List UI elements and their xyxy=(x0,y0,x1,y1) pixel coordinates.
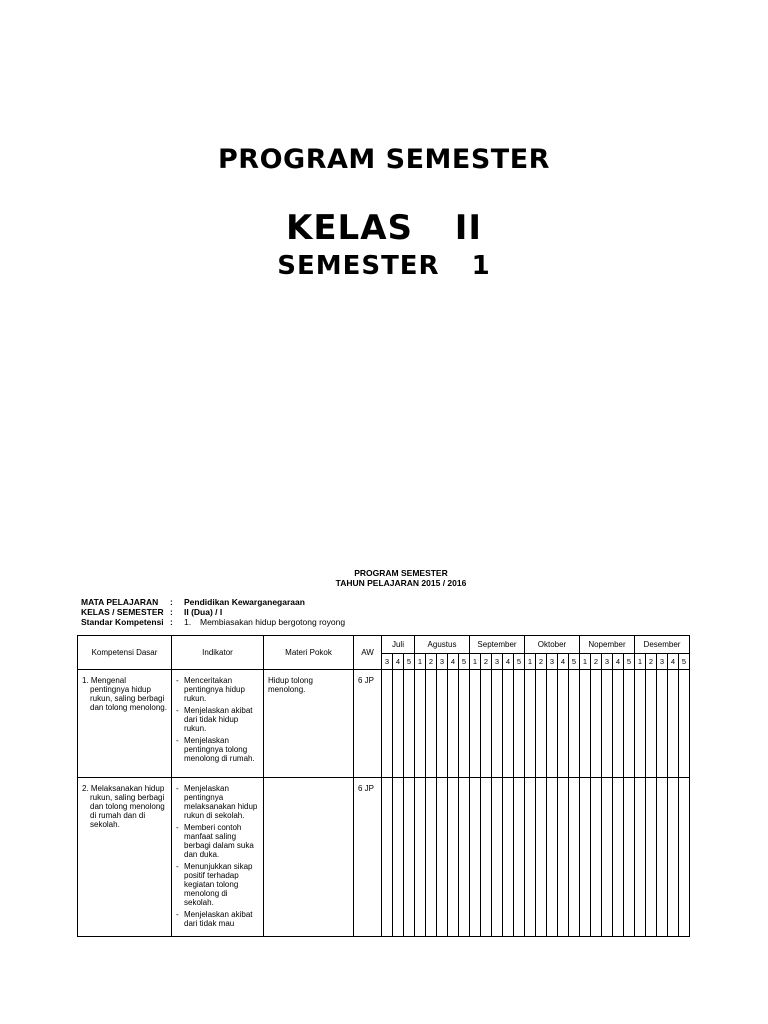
week-number: 1 xyxy=(580,654,591,670)
week-cell xyxy=(404,778,415,937)
indikator-text: Menunjukkan sikap positif terhadap kegiatan tolong menolong di sekolah. xyxy=(184,862,253,907)
meta-row-mapel xyxy=(81,597,345,607)
indikator-text: Menceritakan pentingnya hidup rukun. xyxy=(184,676,245,703)
week-number: 1 xyxy=(415,654,426,670)
week-cell xyxy=(426,670,437,778)
mapel-value: Pendidikan Kewarganegaraan xyxy=(184,597,305,607)
week-number: 2 xyxy=(481,654,492,670)
aw-cell: 6 JP xyxy=(354,670,382,778)
week-number: 3 xyxy=(492,654,503,670)
week-cell xyxy=(459,670,470,778)
week-number: 4 xyxy=(613,654,624,670)
week-cell xyxy=(569,778,580,937)
indikator-item xyxy=(176,676,259,703)
week-cell xyxy=(426,778,437,937)
week-cell xyxy=(547,670,558,778)
week-number: 5 xyxy=(514,654,525,670)
materi-cell xyxy=(264,778,354,937)
week-cell xyxy=(415,670,426,778)
week-cell xyxy=(525,670,536,778)
month-header: Desember xyxy=(635,636,690,654)
week-cell xyxy=(558,778,569,937)
indikator-item xyxy=(176,736,259,763)
indikator-text: Menjelaskan pentingnya tolong menolong di rumah. xyxy=(184,736,255,763)
mapel-label: MATA PELAJARAN xyxy=(81,597,159,607)
week-cell xyxy=(503,670,514,778)
week-cell xyxy=(580,670,591,778)
week-cell xyxy=(514,778,525,937)
week-cell xyxy=(459,778,470,937)
week-cell xyxy=(580,778,591,937)
week-cell xyxy=(635,778,646,937)
colon: : xyxy=(170,617,173,627)
indikator-item xyxy=(176,910,259,928)
week-cell xyxy=(591,670,602,778)
cover-semester: SEMESTER 1 xyxy=(277,251,491,281)
cover-kelas: KELAS II xyxy=(285,208,482,248)
week-cell xyxy=(492,670,503,778)
month-header: Oktober xyxy=(525,636,580,654)
week-cell xyxy=(602,670,613,778)
week-cell xyxy=(569,670,580,778)
indikator-text: Menjelaskan pentingnya melaksanakan hidup rukun di sekolah. xyxy=(184,784,258,820)
indikator-cell xyxy=(172,670,264,778)
month-header: Juli xyxy=(382,636,415,654)
week-cell xyxy=(448,778,459,937)
indikator-cell xyxy=(172,778,264,937)
week-cell xyxy=(547,778,558,937)
week-cell xyxy=(448,670,459,778)
week-number: 3 xyxy=(382,654,393,670)
week-cell xyxy=(679,778,690,937)
indikator-item xyxy=(176,862,259,907)
week-cell xyxy=(613,670,624,778)
kelas-label: KELAS / SEMESTER xyxy=(81,607,164,617)
kd-cell xyxy=(78,778,172,937)
kelas-value: II (Dua) / I xyxy=(184,607,223,617)
sk-number: 1. xyxy=(184,617,192,627)
week-number: 4 xyxy=(503,654,514,670)
sk-value: Membiasakan hidup bergotong royong xyxy=(200,617,346,627)
week-cell xyxy=(481,670,492,778)
week-cell xyxy=(679,670,690,778)
month-header: Agustus xyxy=(415,636,470,654)
kd-text: 2. Melaksanakan hidup rukun, saling berbagi dan tolong menolong di rumah dan di sekolah. xyxy=(82,784,165,829)
week-cell xyxy=(514,670,525,778)
week-number: 1 xyxy=(635,654,646,670)
week-number: 2 xyxy=(591,654,602,670)
week-cell xyxy=(602,778,613,937)
week-cell xyxy=(437,778,448,937)
week-cell xyxy=(613,778,624,937)
week-cell xyxy=(437,670,448,778)
week-number: 5 xyxy=(404,654,415,670)
week-cell xyxy=(558,670,569,778)
week-number: 5 xyxy=(679,654,690,670)
materi-cell: Hidup tolong menolong. xyxy=(264,670,354,778)
week-cell xyxy=(470,778,481,937)
header-kd: Kompetensi Dasar xyxy=(78,636,172,670)
week-cell xyxy=(624,670,635,778)
week-cell xyxy=(481,778,492,937)
week-cell xyxy=(646,670,657,778)
indikator-item xyxy=(176,823,259,859)
kd-cell xyxy=(78,670,172,778)
colon: : xyxy=(170,607,173,617)
doc-year: TAHUN PELAJARAN 2015 / 2016 xyxy=(335,578,467,588)
week-number: 1 xyxy=(470,654,481,670)
week-number: 2 xyxy=(426,654,437,670)
week-cell xyxy=(525,778,536,937)
week-number: 1 xyxy=(525,654,536,670)
week-cell xyxy=(382,778,393,937)
header-indikator: Indikator xyxy=(172,636,264,670)
week-cell xyxy=(492,778,503,937)
indikator-text: Menjelaskan akibat dari tidak mau xyxy=(184,910,253,928)
week-cell xyxy=(470,670,481,778)
meta-row-kelas xyxy=(81,607,345,617)
week-cell xyxy=(657,778,668,937)
indikator-item xyxy=(176,706,259,733)
month-header-row xyxy=(78,636,690,654)
week-cell xyxy=(393,778,404,937)
colon: : xyxy=(170,597,173,607)
table-row xyxy=(78,778,690,937)
week-number: 3 xyxy=(657,654,668,670)
sk-value-wrap xyxy=(184,617,345,627)
dash: - xyxy=(176,676,179,685)
dash: - xyxy=(176,736,179,745)
week-cell xyxy=(668,670,679,778)
month-header: September xyxy=(470,636,525,654)
week-number: 4 xyxy=(558,654,569,670)
week-number: 5 xyxy=(624,654,635,670)
week-number: 3 xyxy=(547,654,558,670)
week-number: 3 xyxy=(602,654,613,670)
kd-text: 1. Mengenal pentingnya hidup rukun, saling berbagi dan tolong menolong. xyxy=(82,676,167,712)
program-table xyxy=(77,635,690,937)
week-number: 4 xyxy=(668,654,679,670)
dash: - xyxy=(176,823,179,832)
table-row xyxy=(78,670,690,778)
dash: - xyxy=(176,784,179,793)
week-number: 5 xyxy=(459,654,470,670)
doc-title: PROGRAM SEMESTER xyxy=(354,568,448,578)
indikator-item xyxy=(176,784,259,820)
week-number: 2 xyxy=(536,654,547,670)
aw-cell: 6 JP xyxy=(354,778,382,937)
indikator-text: Memberi contoh manfaat saling berbagi dalam suka dan duka. xyxy=(184,823,254,859)
meta-row-sk xyxy=(81,617,345,627)
week-cell xyxy=(382,670,393,778)
week-cell xyxy=(404,670,415,778)
week-number: 3 xyxy=(437,654,448,670)
week-cell xyxy=(624,778,635,937)
week-cell xyxy=(657,670,668,778)
indikator-text: Menjelaskan akibat dari tidak hidup rukun. xyxy=(184,706,253,733)
week-cell xyxy=(536,670,547,778)
week-number: 2 xyxy=(646,654,657,670)
header-materi: Materi Pokok xyxy=(264,636,354,670)
meta-block xyxy=(81,597,345,627)
week-cell xyxy=(536,778,547,937)
week-cell xyxy=(415,778,426,937)
week-cell xyxy=(503,778,514,937)
week-number: 5 xyxy=(569,654,580,670)
month-header: Nopember xyxy=(580,636,635,654)
week-cell xyxy=(646,778,657,937)
dash: - xyxy=(176,862,179,871)
dash: - xyxy=(176,910,179,919)
cover-title: PROGRAM SEMESTER xyxy=(218,144,550,175)
week-cell xyxy=(393,670,404,778)
sk-label: Standar Kompetensi xyxy=(81,617,164,627)
week-cell xyxy=(591,778,602,937)
header-aw: AW xyxy=(354,636,382,670)
week-cell xyxy=(668,778,679,937)
week-cell xyxy=(635,670,646,778)
week-number: 4 xyxy=(393,654,404,670)
week-number: 4 xyxy=(448,654,459,670)
dash: - xyxy=(176,706,179,715)
